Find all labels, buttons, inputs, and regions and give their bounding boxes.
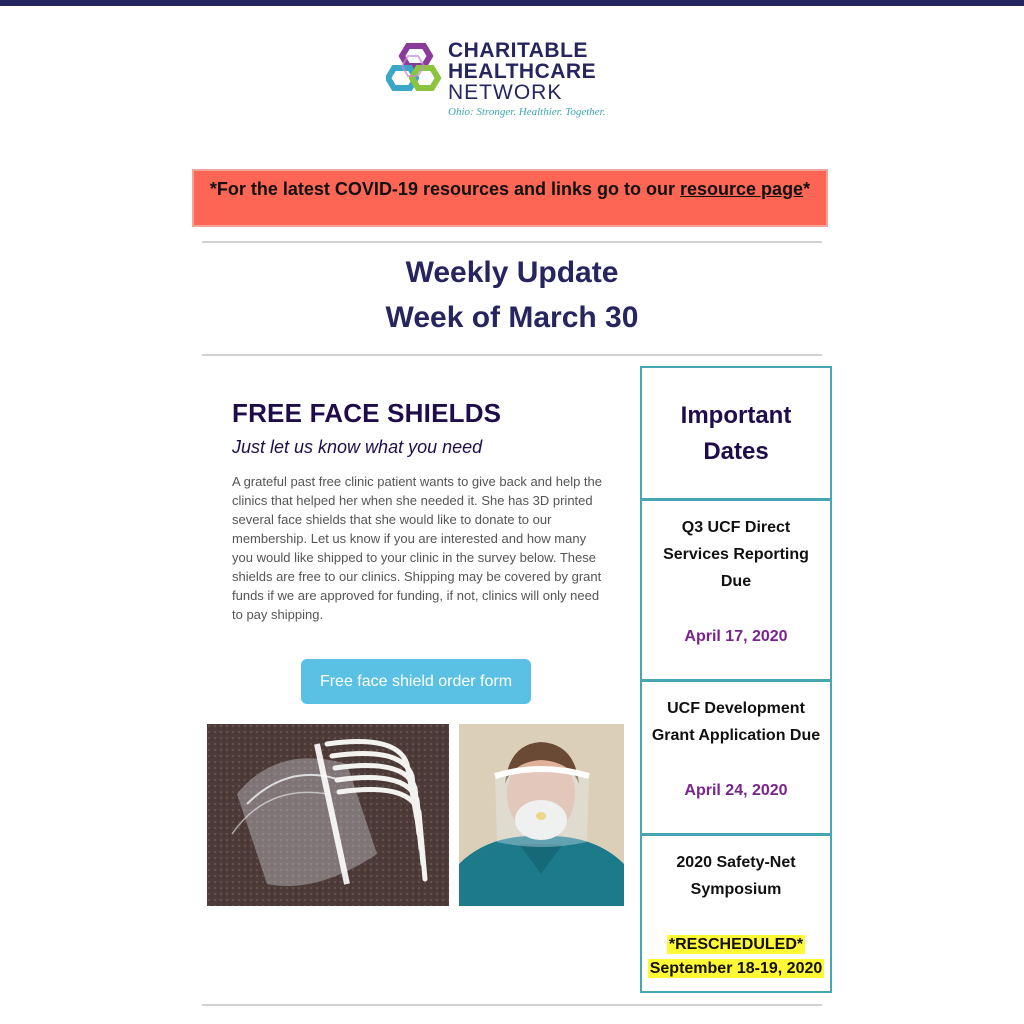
article-subheading: Just let us know what you need [232,437,483,457]
logo-line-1: CHARITABLE [448,39,588,62]
logo[interactable] [386,40,646,122]
face-shield-order-form-button[interactable]: Free face shield order form [301,659,531,704]
top-accent-bar [0,0,1024,6]
date-item-3-name-line-1: 2020 Safety-Net [676,854,796,871]
covid-banner-suffix: * [803,179,811,199]
date-item-2-date: April 24, 2020 [684,782,788,799]
date-item-1-date: April 17, 2020 [684,628,788,645]
woman-wearing-shield-image [459,724,624,906]
divider-middle [202,354,822,356]
important-dates-heading-line-1: Important [680,402,792,429]
date-item-3 [642,849,830,981]
covid-banner [192,169,828,227]
woman-wearing-shield-photo [459,724,624,906]
date-item-3-name-line-2: Symposium [690,881,782,898]
date-item-1-name-line-1: Q3 UCF Direct [681,519,791,536]
logo-mark-icon [386,42,442,100]
date-item-2-name-line-2: Grant Application Due [651,727,821,744]
logo-tagline: Ohio: Stronger. Healthier. Together. [448,106,606,118]
dates-divider-2 [642,679,830,682]
date-item-1-name-line-3: Due [720,573,752,590]
divider-top [202,241,822,243]
date-item-1-name-line-2: Services Reporting [663,546,809,563]
page-title-line-2: Week of March 30 [385,301,639,334]
date-item-1 [642,514,830,646]
date-item-2 [642,695,830,800]
article-heading: FREE FACE SHIELDS [232,398,502,428]
important-dates-panel [640,366,832,993]
date-item-3-date: September 18-19, 2020 [649,960,823,977]
covid-banner-prefix: *For the latest COVID-19 resources and links go to our [209,179,681,199]
logo-line-3: NETWORK [448,81,563,104]
date-item-3-status-badge: *RESCHEDULED* [668,936,804,953]
logo-wordmark [448,40,596,103]
date-item-2-name-line-1: UCF Development [667,700,805,717]
face-shields-photo [207,724,449,906]
page-title-line-1: Weekly Update [405,256,619,289]
dates-divider-1 [642,498,830,501]
important-dates-heading [642,398,830,470]
article-body: A grateful past free clinic patient wants to give back and help the clinics that helped her when she needed it. She has 3D printed several face shields that she would like to donate to our membership. Let us know if you are interested and how many you would like shipped to your clinic in the survey below. These shields are free to our clinics. Shipping may be covered by grant funds if we are approved for funding, if not, clinics will only need to pay shipping. [232,474,603,622]
resource-page-link[interactable]: resource page [680,179,804,199]
important-dates-heading-line-2: Dates [703,438,769,465]
face-shields-image [207,724,449,906]
divider-bottom [202,1004,822,1006]
dates-divider-3 [642,833,830,836]
logo-line-2: HEALTHCARE [448,60,597,83]
